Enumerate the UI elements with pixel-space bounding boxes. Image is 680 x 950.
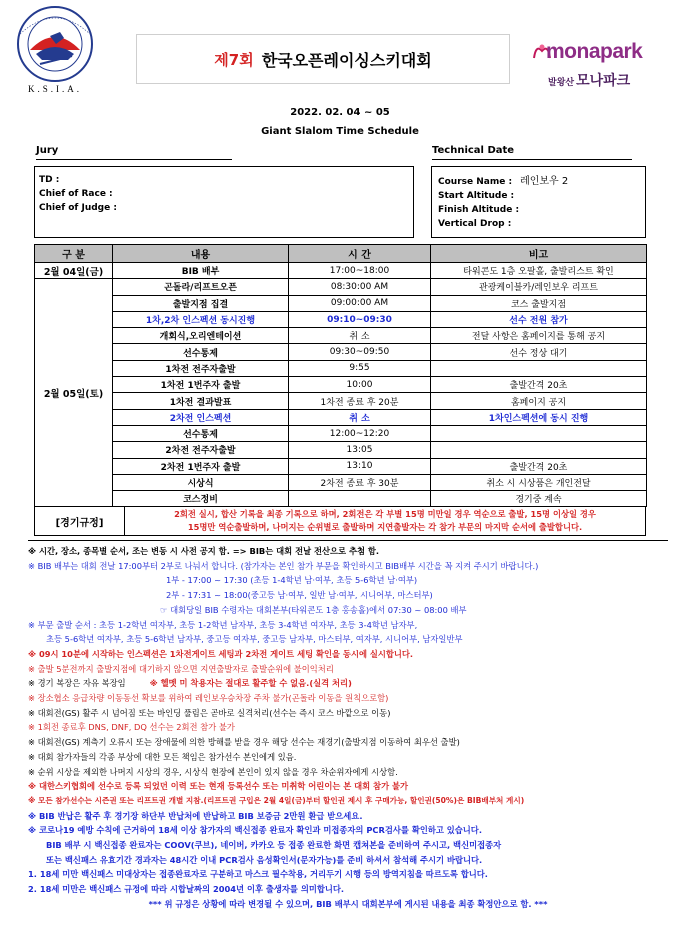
row-event: 선수통제: [113, 344, 289, 360]
row-time: 12:00~12:20: [289, 425, 431, 441]
row-time: 2차전 종료 후 30분: [289, 474, 431, 490]
tech-box: [431, 166, 646, 238]
rules-line-2: 15명만 역순출발하며, 나머지는 순위별로 출발하며 지연출발자는 각 참가 부문의 마지막 순서에 출발합니다.: [187, 522, 583, 532]
row-note: 선수 정상 대기: [431, 344, 647, 360]
jury-heading: Jury: [36, 145, 232, 160]
row-event: BIB 배부: [113, 263, 289, 279]
table-row: [35, 409, 647, 425]
row-note: [431, 425, 647, 441]
row-note: 코스 출발지점: [431, 295, 647, 311]
row-event: 2차전 인스펙션: [113, 409, 289, 425]
table-row: [35, 393, 647, 409]
col-header-time: 시 간: [289, 245, 431, 263]
col-header-note: 비고: [431, 245, 647, 263]
row-time: 09:10~09:30: [289, 311, 431, 327]
tech-course-value: 레인보우 2: [520, 176, 569, 187]
row-note: 관광케이블카/레인보우 리프트: [431, 279, 647, 295]
note-line: ※ 09시 10분에 시작하는 인스펙션은 1차전게이트 세팅과 2차전 게이트 세팅 확인을 동시에 실시합니다.: [28, 648, 414, 659]
notes-section: [28, 540, 668, 912]
note-line: ※ 출발 5분전까지 출발지점에 대기하지 않으면 지연출발자로 출발순위에 불이익처리: [28, 663, 334, 674]
col-header-category: 구 분: [35, 245, 113, 263]
row-event: 곤돌라/리프트오픈: [113, 279, 289, 295]
rules-label: [경기규정]: [35, 507, 125, 535]
row-time: 1차전 종료 후 20분: [289, 393, 431, 409]
note-line: ☞ 대회당일 BIB 수령자는 대회본부(타워콘도 1층 홍송홀)에서 07:30 ~ 08:00 배부: [160, 604, 467, 615]
note-line: ※ 대한스키협회에 선수로 등록 되었던 이력 또는 현재 등록선수 또는 미취학 어린이는 본 대회 참가 불가: [28, 781, 409, 792]
rules-row: [34, 506, 646, 536]
event-edition: 제7회: [214, 50, 254, 69]
table-header-row: [35, 245, 647, 263]
tech-heading: Technical Date: [432, 145, 632, 160]
table-row: [35, 279, 647, 295]
note-line: 2부 - 17:31 ~ 18:00(중고등 남·여부, 일반 남·여부, 시니어부, 마스터부): [166, 590, 433, 601]
row-time: 08:30:00 AM: [289, 279, 431, 295]
monapark-kr-name: 모나파크: [576, 73, 631, 89]
row-note: 1차인스펙션에 동시 진행: [431, 409, 647, 425]
note-line: 1부 - 17:00 ~ 17:30 (초등 1-4학년 남·여부, 초등 5-6학년 남·여부): [166, 575, 418, 586]
col-header-content: 내용: [113, 245, 289, 263]
tech-vertical-drop: Vertical Drop :: [438, 219, 512, 229]
note-line: 또는 백신패스 유효기간 경과자는 48시간 이내 PCR검사 음성확인서(문자가능)를 준비 하셔서 참석해 주시기 바랍니다.: [46, 854, 483, 865]
note-line: ※ 부문 출발 순서 : 초등 1-2학년 여자부, 초등 1-2학년 남자부, 초등 3-4학년 여자부, 초등 3-4학년 남자부,: [28, 619, 418, 630]
table-row: [35, 491, 647, 507]
row-event: 1차전 전주자출발: [113, 360, 289, 376]
row-time: 09:00:00 AM: [289, 295, 431, 311]
note-line: ※ 코로나19 예방 수칙에 근거하여 18세 이상 참가자의 백신접종 완료자 확인과 미접종자의 PCR검사를 확인하고 있습니다.: [28, 825, 482, 836]
row-note: 선수 전원 참가: [431, 311, 647, 327]
row-event: 2차전 전주자출발: [113, 442, 289, 458]
table-row: [35, 328, 647, 344]
row-note: 출발간격 20초: [431, 458, 647, 474]
row-time: 취 소: [289, 409, 431, 425]
row-time: 13:05: [289, 442, 431, 458]
tech-start-altitude: Start Altitude :: [438, 191, 515, 201]
row-event: 1차전 1번주자 출발: [113, 377, 289, 393]
note-line: ※ 장소협소 응급차량 이동동선 확보를 위하여 레인보우승차장 주차 불가(곤돌라 이동을 원칙으로함): [28, 693, 389, 704]
monapark-kr: [548, 70, 630, 90]
event-title: 한국오픈레이싱스키대회: [261, 50, 432, 70]
rules-line-1: 2회전 실시, 합산 기록을 최종 기록으로 하며, 2회전은 각 부별 15명 미만일 경우 역순으로 출발, 15명 이상일 경우: [174, 509, 596, 519]
note-line: ※ 1회전 종료후 DNS, DNF, DQ 선수는 2회전 참가 불가: [28, 722, 235, 733]
note-line: ※ 대회 참가자들의 각종 부상에 대한 모든 책임은 참가선수 본인에게 있음.: [28, 751, 297, 762]
row-time: 13:10: [289, 458, 431, 474]
note-line: 2. 18세 미만은 백신패스 규정에 따라 시합날짜의 2004년 이후 출생자를 의미합니다.: [28, 884, 345, 895]
table-row: [35, 474, 647, 490]
row-note: 취소 시 시상품은 개인전달: [431, 474, 647, 490]
note-line: ※ 대회전(GS) 활주 시 넘어짐 또는 바인딩 풀림은 곧바로 실격처리(선수는 즉시 코스 바깥으로 이동): [28, 707, 391, 718]
row-time: 취 소: [289, 328, 431, 344]
row-time: [289, 491, 431, 507]
rules-text: [125, 507, 645, 535]
ksia-logo: [6, 4, 104, 94]
tech-finish-altitude: Finish Altitude :: [438, 205, 520, 215]
ksia-abbr: K.S.I.A.: [27, 84, 82, 94]
jury-chief-of-race: Chief of Race :: [39, 189, 113, 199]
table-row: [35, 344, 647, 360]
row-event: 2차전 1번주자 출발: [113, 458, 289, 474]
row-time: 09:30~09:50: [289, 344, 431, 360]
monapark-logo: [530, 30, 648, 96]
monapark-brand: monapark: [546, 40, 643, 63]
table-row: [35, 425, 647, 441]
note-line: ※ 대회전(GS) 계측기 오류시 또는 장애물에 의한 방해를 받을 경우 해당 선수는 재경기(출발지점 이동하여 최우선 출발): [28, 737, 460, 748]
note-line: ※ 순위 시상을 제외한 나머지 시상의 경우, 시상식 현장에 본인이 있지 않을 경우 차순위자에게 시상함.: [28, 766, 398, 777]
day-cell-0205: 2월 05일(토): [35, 279, 113, 507]
note-line: ※ BIB 배부는 대회 전날 17:00부터 2부로 나눠서 합니다. (참가자는 본인 참가 부문을 확인하시고 BIB배부 시간을 꼭 지켜 주시기 바랍니다.): [28, 560, 539, 571]
row-note: 홈페이지 공지: [431, 393, 647, 409]
row-time: 17:00~18:00: [289, 263, 431, 279]
note-line: *** 위 규정은 상황에 따라 변경될 수 있으며, BIB 배부시 대회본부에 게시된 내용을 최종 확정안으로 함. ***: [148, 898, 548, 909]
row-note: 전달 사항은 홈페이지를 통해 공지: [431, 328, 647, 344]
table-row: [35, 295, 647, 311]
table-row: [35, 311, 647, 327]
note-line: [28, 676, 668, 691]
row-note: 경기중 계속: [431, 491, 647, 507]
jury-chief-of-judge: Chief of Judge :: [39, 203, 117, 213]
row-event: 시상식: [113, 474, 289, 490]
event-date: 2022. 02. 04 ~ 05: [290, 107, 390, 118]
tech-course-label: Course Name :: [438, 177, 513, 187]
note-line: 1. 18세 미만 백신패스 미대상자는 접종완료자로 구분하고 마스크 필수착용, 거리두기 시행 등의 방역지침을 따르도록 합니다.: [28, 869, 488, 880]
row-event: 선수통제: [113, 425, 289, 441]
note-helmet: ※ 헬멧 미 착용자는 절대로 활주할 수 없음.(실격 처리): [149, 678, 352, 689]
jury-td: TD :: [39, 175, 60, 185]
row-event: 코스정비: [113, 491, 289, 507]
row-note: [431, 360, 647, 376]
row-event: 1차전 결과발표: [113, 393, 289, 409]
ksia-emblem-icon: [6, 4, 104, 84]
table-row: [35, 458, 647, 474]
row-event: 출발지점 집결: [113, 295, 289, 311]
schedule-table: [34, 244, 647, 507]
note-attire: ※ 경기 복장은 자유 복장임: [28, 678, 126, 689]
row-time: 10:00: [289, 377, 431, 393]
table-row: [35, 442, 647, 458]
row-event: 개회식,오리엔테이션: [113, 328, 289, 344]
row-note: 타워콘도 1층 오팔홀, 출발리스트 확인: [431, 263, 647, 279]
note-line: ※ 모든 참가선수는 시즌권 또는 리프트권 개별 지참.(리프트권 구입은 2월 4일(금)부터 할인권 제시 후 구매가능, 할인권(50%)은 BIB배부처 게시): [28, 795, 525, 805]
event-title-box: [136, 34, 510, 84]
row-note: 출발간격 20초: [431, 377, 647, 393]
day-cell-0204: 2월 04일(금): [35, 263, 113, 279]
note-line: 초등 5-6학년 여자부, 초등 5-6학년 남자부, 중고등 여자부, 중고등 남자부, 마스터부, 여자부, 시니어부, 남자일반부: [46, 634, 463, 645]
note-line: ※ BIB 반납은 활주 후 경기장 하단부 반납처에 반납하고 BIB 보증금 2만원 환급 받으세요.: [28, 810, 363, 821]
table-row: [35, 360, 647, 376]
jury-box: [34, 166, 414, 238]
row-note: [431, 442, 647, 458]
row-time: 9:55: [289, 360, 431, 376]
schedule-title: Giant Slalom Time Schedule: [261, 126, 419, 137]
row-event: 1차,2차 인스펙션 동시진행: [113, 311, 289, 327]
note-line: BIB 배부 시 백신접종 완료자는 COOV(쿠브), 네이버, 카카오 등 접종 완료한 화면 캡쳐본을 준비하여 주시고, 백신미접종자: [46, 840, 502, 851]
note-line: ※ 시간, 장소, 종목별 순서, 조는 변동 시 사전 공지 함. => BIB는 대회 전날 전산으로 추첨 함.: [28, 546, 380, 556]
table-row: [35, 263, 647, 279]
monapark-sub: 발왕산: [548, 78, 575, 88]
table-row: [35, 377, 647, 393]
tech-course: [438, 175, 639, 189]
